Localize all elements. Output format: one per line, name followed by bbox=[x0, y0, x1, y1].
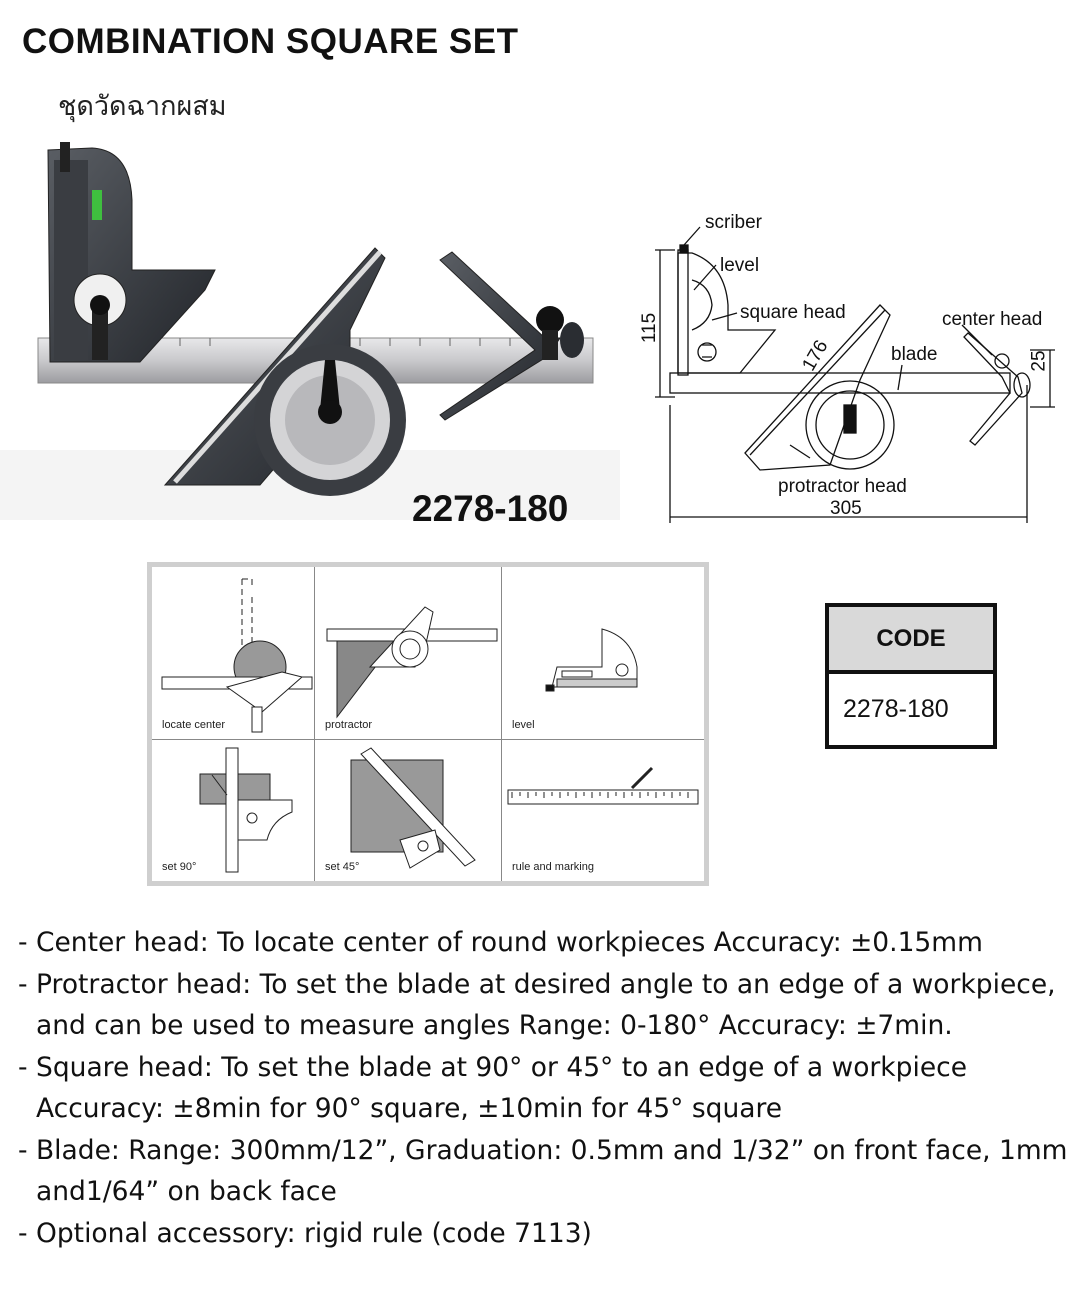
set-45-icon bbox=[351, 748, 475, 868]
spec-item: - Optional accessory: rigid rule (code 7113) bbox=[18, 1213, 1078, 1255]
specification-list bbox=[18, 922, 1078, 1254]
usage-caption: level bbox=[512, 719, 535, 731]
usage-cell-locate-center bbox=[152, 567, 315, 740]
usage-caption: rule and marking bbox=[512, 861, 594, 873]
code-table bbox=[825, 603, 997, 749]
label-center-head: center head bbox=[942, 309, 1043, 330]
usage-cell-level bbox=[502, 567, 704, 740]
label-level: level bbox=[720, 255, 760, 276]
page-subtitle-thai: ชุดวัดฉากผสม bbox=[58, 91, 227, 122]
usage-illustrations bbox=[147, 562, 709, 886]
label-blade: blade bbox=[891, 344, 938, 365]
label-square-head: square head bbox=[740, 302, 846, 323]
technical-drawing bbox=[630, 205, 1080, 535]
usage-caption: locate center bbox=[162, 719, 225, 731]
dimension-center: 25 bbox=[1028, 350, 1050, 372]
usage-caption: set 45° bbox=[325, 861, 360, 873]
usage-caption: protractor bbox=[325, 719, 373, 731]
label-protractor-head: protractor head bbox=[778, 476, 907, 497]
locate-center-icon bbox=[162, 579, 312, 732]
page-title: COMBINATION SQUARE SET bbox=[22, 22, 519, 61]
combination-square-photo-icon bbox=[0, 130, 620, 530]
protractor-icon bbox=[327, 607, 497, 717]
dimension-height: 115 bbox=[639, 312, 661, 344]
usage-cell-set-45 bbox=[315, 740, 502, 881]
label-scriber: scriber bbox=[705, 212, 763, 233]
set-90-icon bbox=[200, 748, 292, 872]
level-icon bbox=[546, 629, 637, 691]
code-table-header: CODE bbox=[829, 607, 993, 674]
usage-cell-rule-marking bbox=[502, 740, 704, 881]
dimension-length: 305 bbox=[830, 498, 862, 519]
product-model-number: 2278-180 bbox=[412, 488, 569, 529]
spec-item: - Protractor head: To set the blade at desired angle to an edge of a workpiece, and can be used to measure angles Range: 0-180° Accuracy: ±7min. bbox=[18, 964, 1078, 1047]
rule-marking-icon bbox=[508, 768, 698, 804]
usage-cell-set-90 bbox=[152, 740, 315, 881]
usage-cell-protractor bbox=[315, 567, 502, 740]
spec-item: - Center head: To locate center of round workpieces Accuracy: ±0.15mm bbox=[18, 922, 1078, 964]
code-table-value: 2278-180 bbox=[843, 695, 949, 723]
spec-item: - Blade: Range: 300mm/12”, Graduation: 0.5mm and 1/32” on front face, 1mm and1/64” on back face bbox=[18, 1130, 1078, 1213]
spec-item: - Square head: To set the blade at 90° or 45° to an edge of a workpiece Accuracy: ±8min for 90° square, ±10min for 45° square bbox=[18, 1047, 1078, 1130]
usage-caption: set 90° bbox=[162, 861, 197, 873]
dimension-diagonal: 176 bbox=[798, 336, 833, 375]
